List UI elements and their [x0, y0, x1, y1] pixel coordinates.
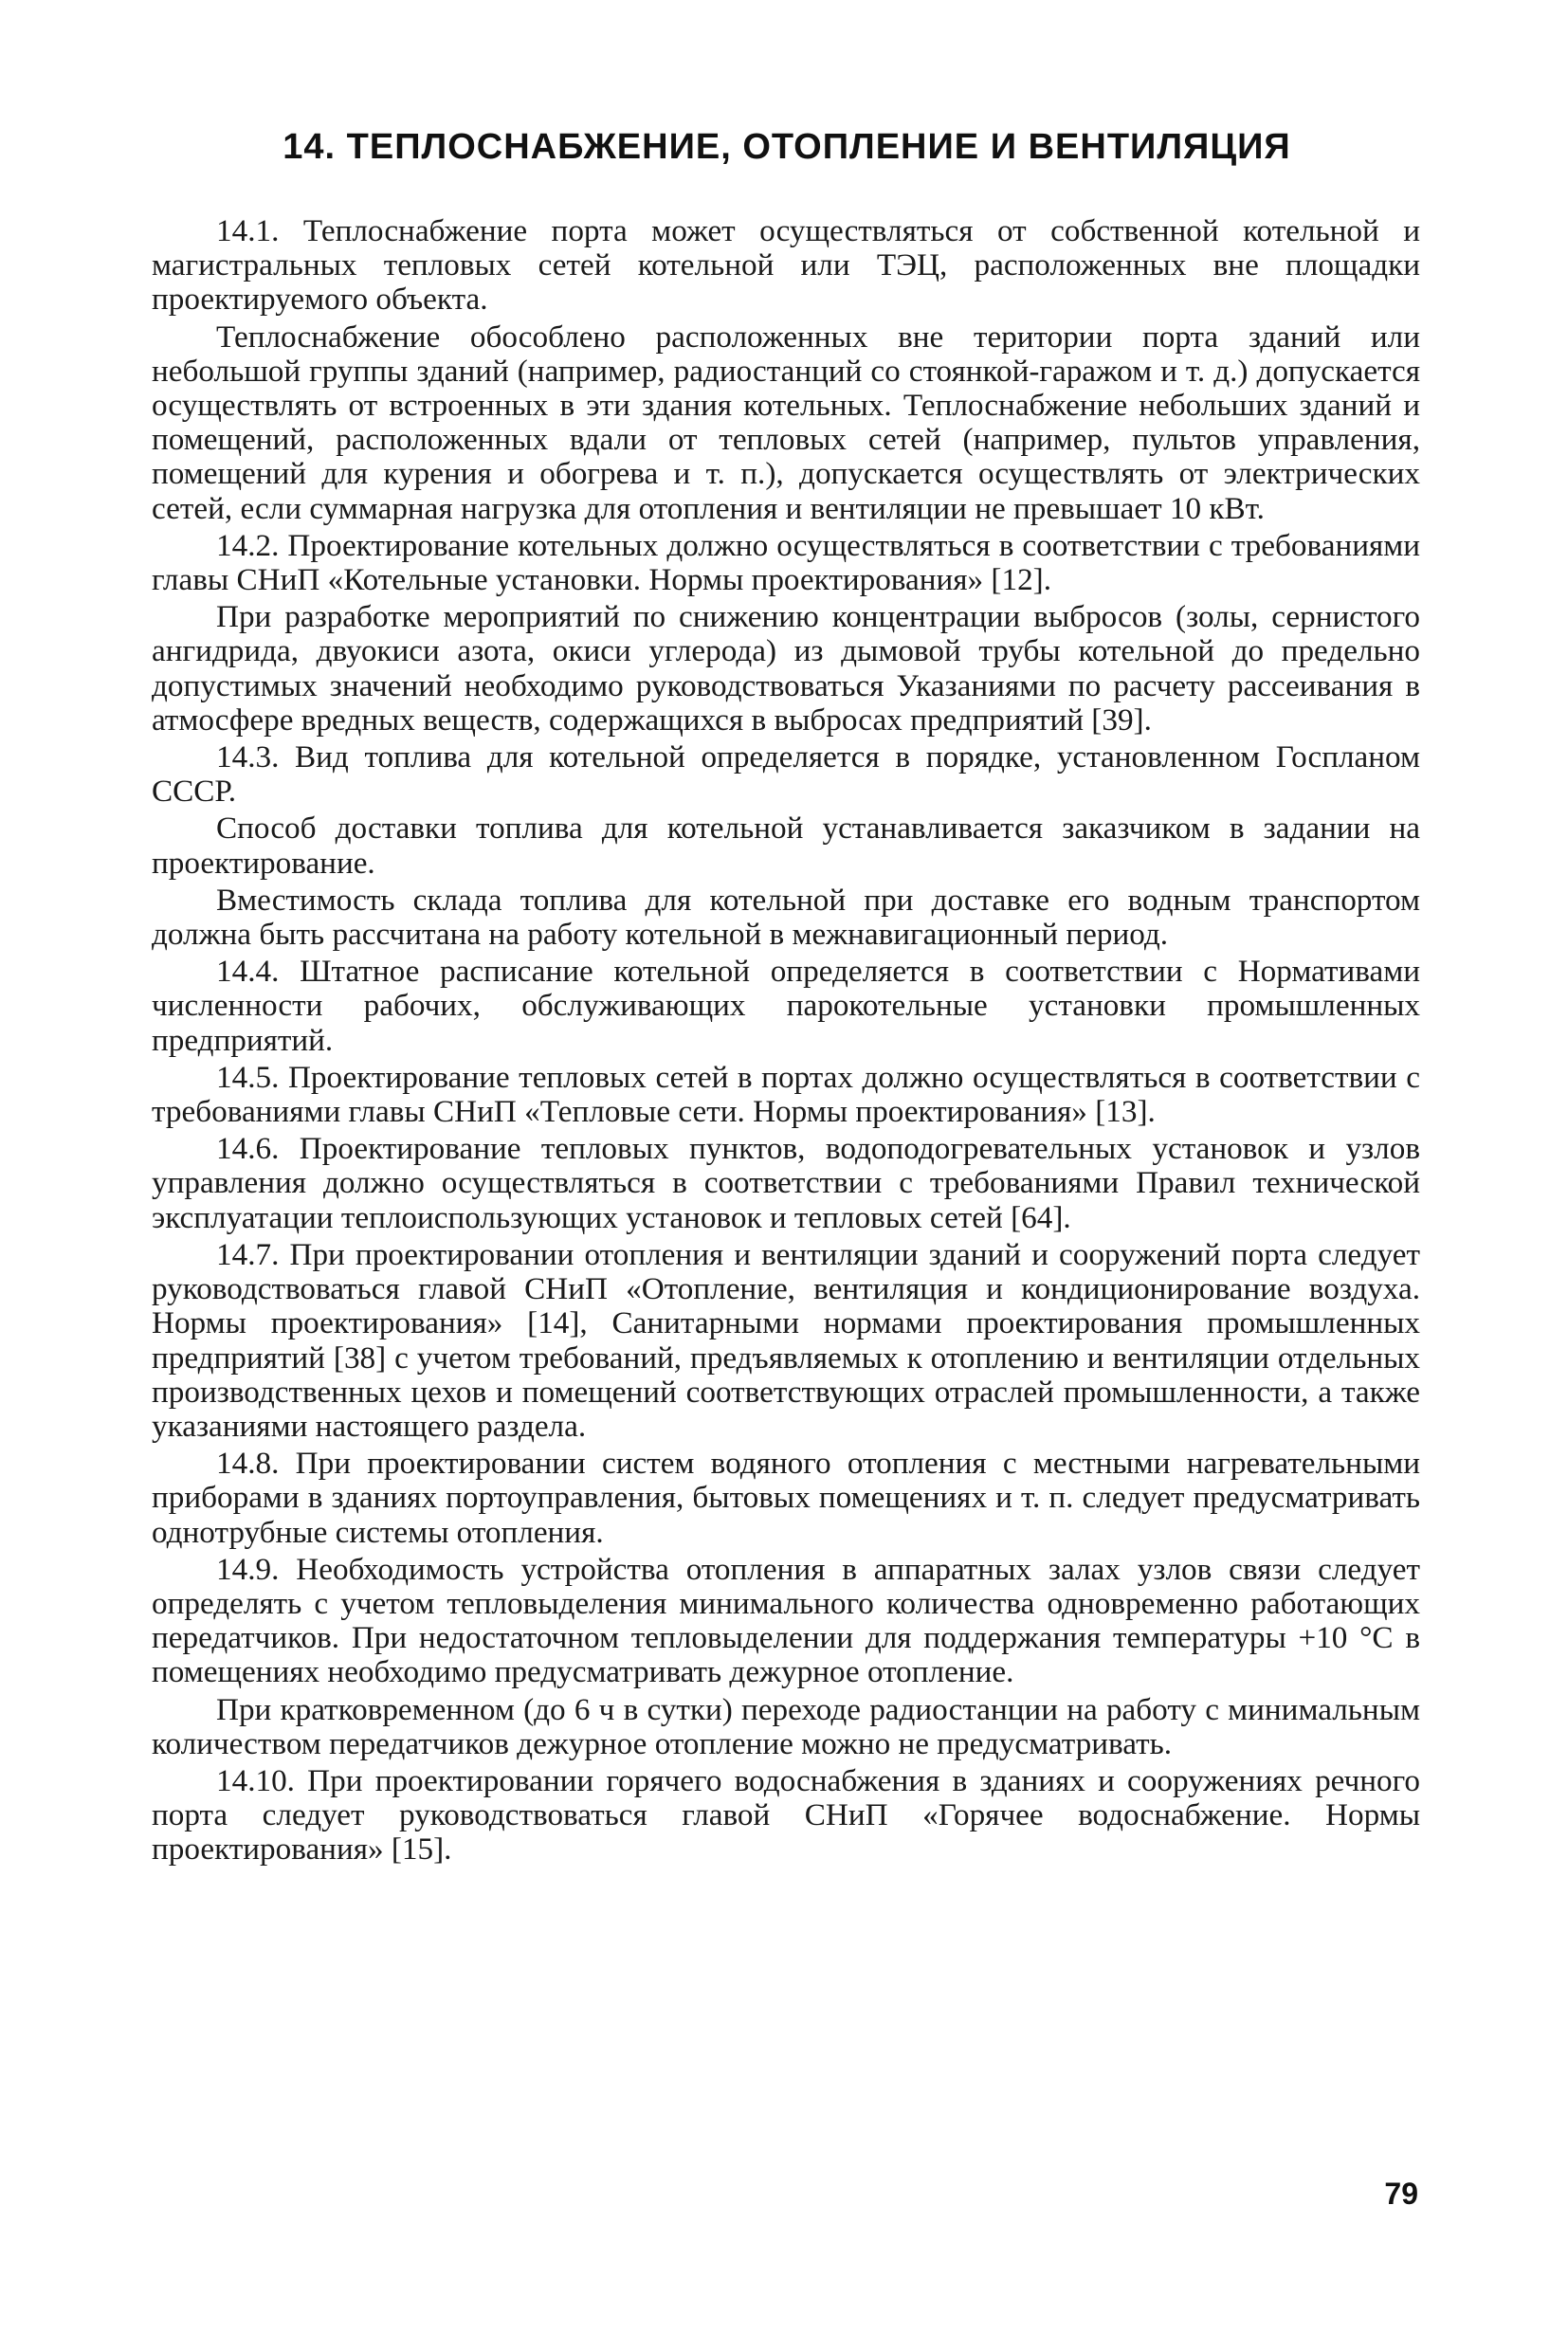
paragraph-14-8: 14.8. При проектировании систем водяного отопления с местными нагревательными приборами в зданиях портоуправления, бытовых помещениях и т. п. следует предусматривать однотрубные системы отопления.	[152, 1446, 1420, 1550]
paragraph-14-2: 14.2. Проектирование котельных должно осуществляться в соответствии с требованиями главы СНиП «Котельные установки. Нормы проектирования» [12].	[152, 527, 1420, 598]
paragraph-14-6: 14.6. Проектирование тепловых пунктов, водоподогревательных установок и узлов управления должно осуществляться в соответствии с требованиями Правил технической эксплуатации теплоиспользующих установок и тепловых сетей [64].	[152, 1131, 1420, 1235]
paragraph-14-9: 14.9. Необходимость устройства отопления в аппаратных залах узлов связи следует определять с учетом тепловыделения минимального количества одновременно работающих передатчиков. При недостаточном тепловыделении для поддержания температуры +10 °С в помещениях необходимо предусматривать дежурное отопление.	[152, 1551, 1420, 1690]
paragraph-14-9-cont: При кратковременном (до 6 ч в сутки) переходе радиостанции на работу с минимальным количеством передатчиков дежурное отопление можно не предусматривать.	[152, 1691, 1420, 1761]
paragraph-14-3-cont-2: Вместимость склада топлива для котельной при доставке его водным транспортом должна быть рассчитана на работу котельной в межнавигационный период.	[152, 882, 1420, 953]
paragraph-14-4: 14.4. Штатное расписание котельной определяется в соответствии с Нормативами численности рабочих, обслуживающих парокотельные установки промышленных предприятий.	[152, 954, 1420, 1058]
paragraph-14-3-cont-1: Способ доставки топлива для котельной устанавливается заказчиком в задании на проектирование.	[152, 811, 1420, 881]
paragraph-14-5: 14.5. Проектирование тепловых сетей в портах должно осуществляться в соответствии с требованиями главы СНиП «Тепловые сети. Нормы проектирования» [13].	[152, 1059, 1420, 1130]
paragraph-14-2-cont: При разработке мероприятий по снижению концентрации выбросов (золы, сернистого ангидрида, двуокиси азота, окиси углерода) из дымовой трубы котельной до предельно допустимых значений необходимо руководствоваться Указаниями по расчету рассеивания в атмосфере вредных веществ, содержащихся в выбросах предприятий [39].	[152, 599, 1420, 738]
paragraph-14-3: 14.3. Вид топлива для котельной определяется в порядке, установленном Госпланом СССР.	[152, 739, 1420, 810]
section-heading: 14. ТЕПЛОСНАБЖЕНИЕ, ОТОПЛЕНИЕ И ВЕНТИЛЯЦИЯ	[283, 127, 1291, 167]
paragraph-14-1: 14.1. Теплоснабжение порта может осуществляться от собственной котельной и магистральных тепловых сетей котельной или ТЭЦ, расположенных вне площадки проектируемого объекта.	[152, 213, 1420, 318]
paragraph-14-1-cont: Теплоснабжение обособлено расположенных вне територии порта зданий или небольшой группы зданий (например, радиостанций со стоянкой-гаражом и т. д.) допускается осуществлять от встроенных в эти здания котельных. Теплоснабжение небольших зданий и помещений, расположенных вдали от тепловых сетей (например, пультов управления, помещений для курения и обогрева и т. п.), допускается осуществлять от электрических сетей, если суммарная нагрузка для отопления и вентиляции не превышает 10 кВт.	[152, 319, 1420, 526]
paragraph-14-10: 14.10. При проектировании горячего водоснабжения в зданиях и сооружениях речного порта следует руководствоваться главой СНиП «Горячее водоснабжение. Нормы проектирования» [15].	[152, 1762, 1420, 1868]
page-number: 79	[1384, 2177, 1418, 2211]
body-text	[152, 214, 1420, 1870]
paragraph-14-7: 14.7. При проектировании отопления и вентиляции зданий и сооружений порта следует руководствоваться главой СНиП «Отопление, вентиляция и кондиционирование воздуха. Нормы проектирования» [14], Санитарными нормами проектирования промышленных предприятий [38] с учетом требований, предъявляемых к отоплению и вентиляции отдельных производственных цехов и помещений соответствующих отраслей промышленности, а также указаниями настоящего раздела.	[152, 1236, 1420, 1444]
